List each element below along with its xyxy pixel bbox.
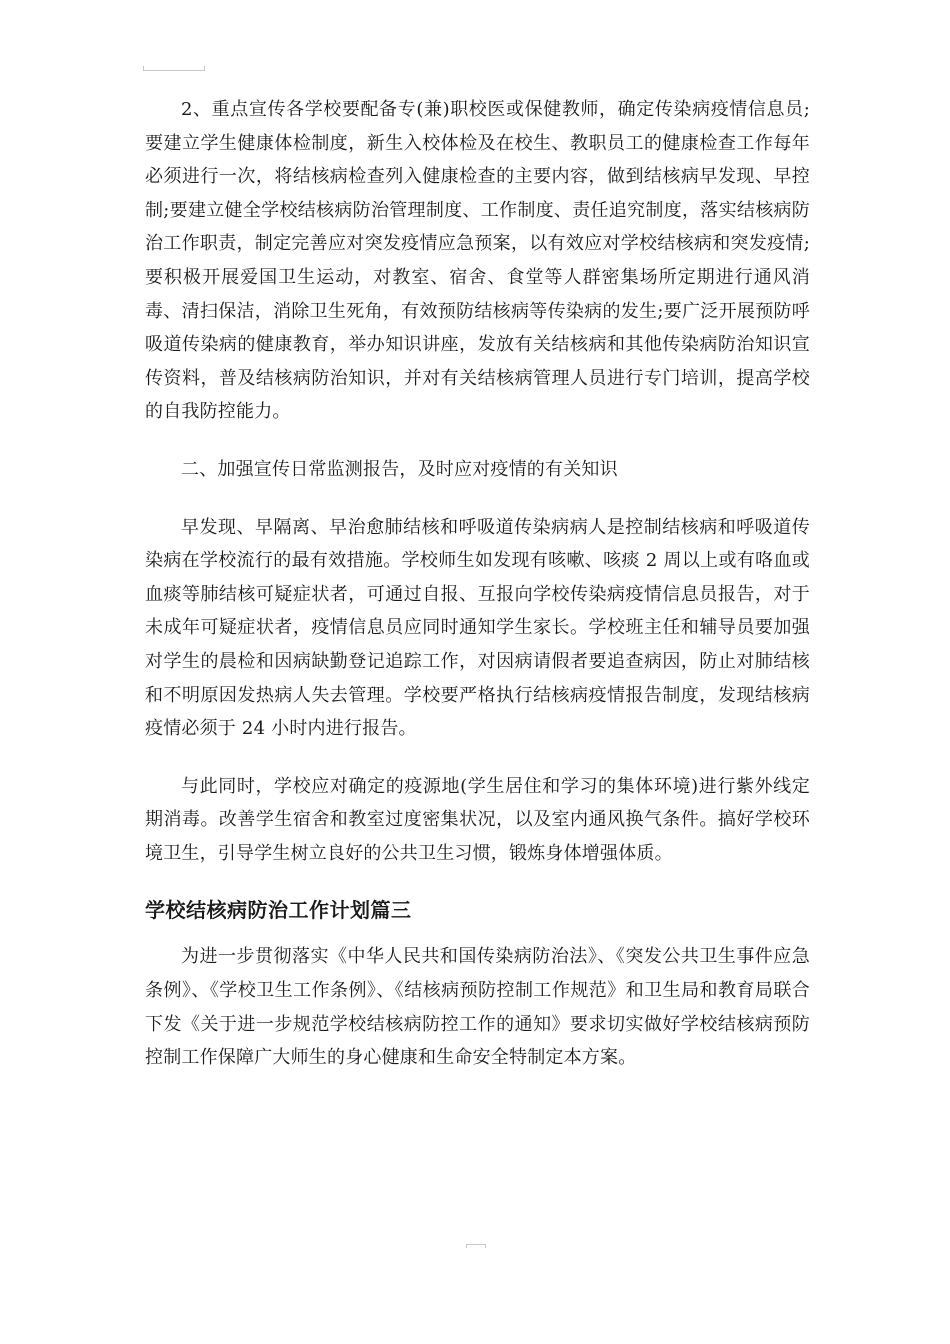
section-title: 学校结核病防治工作计划篇三 xyxy=(145,898,412,923)
paragraph-disinfection: 与此同时，学校应对确定的疫源地(学生居住和学习的集体环境)进行紫外线定期消毒。改善学生宿舍和教室过度密集状况，以及室内通风换气条件。搞好学校环境卫生，引导学生树立良好的公共卫生习惯，锻炼身体增强体质。 xyxy=(145,775,810,864)
paragraph-early-detection: 早发现、早隔离、早治愈肺结核和呼吸道传染病病人是控制结核病和呼吸道传染病在学校流行的最有效措施。学校师生如发现有咳嗽、咳痰 2 周以上或有咯血或血痰等肺结核可疑症状者，可通过自报、互报向学校传染病疫情信息员报告，对于未成年可疑症状者，疫情信息员应同时通知学生家长。学校班主任和辅导员要加强对学生的晨检和因病缺勤登记追踪工作，对因病请假者要追查病因，防止对肺结核和不明原因发热病人失去管理。学校要严格执行结核病疫情报告制度，发现结核病疫情必须于 24 小时内进行报告。 xyxy=(145,516,810,740)
subheading-monitoring-report: 二、加强宣传日常监测报告，及时应对疫情的有关知识 xyxy=(181,458,618,480)
paragraph-plan-intro: 为进一步贯彻落实《中华人民共和国传染病防治法》、《突发公共卫生事件应急条例》、《学校卫生工作条例》、《结核病预防控制工作规范》和卫生局和教育局联合下发《关于进一步规范学校结核病防控工作的通知》要求切实做好学校结核病预防控制工作保障广大师生的身心健康和生命安全特制定本方案。 xyxy=(145,946,810,1069)
header-divider-mark xyxy=(143,66,205,71)
document-body xyxy=(145,93,810,1075)
paragraph-publicity-requirements: 2、重点宣传各学校要配备专(兼)职校医或保健教师，确定传染病疫情信息员;要建立学生健康体检制度，新生入校体检及在校生、教职员工的健康检查工作每年必须进行一次，将结核病检查列入健康检查的主要内容，做到结核病早发现、早控制;要建立健全学校结核病防治管理制度、工作制度、责任追究制度，落实结核病防治工作职责，制定完善应对突发疫情应急预案，以有效应对学校结核病和突发疫情;要积极开展爱国卫生运动，对教室、宿舍、食堂等人群密集场所定期进行通风消毒、清扫保洁，消除卫生死角，有效预防结核病等传染病的发生;要广泛开展预防呼吸道传染病的健康教育，举办知识讲座，发放有关结核病和其他传染病防治知识宣传资料，普及结核病防治知识，并对有关结核病管理人员进行专门培训，提高学校的自我防控能力。 xyxy=(145,99,810,423)
footer-page-mark xyxy=(466,1244,486,1248)
